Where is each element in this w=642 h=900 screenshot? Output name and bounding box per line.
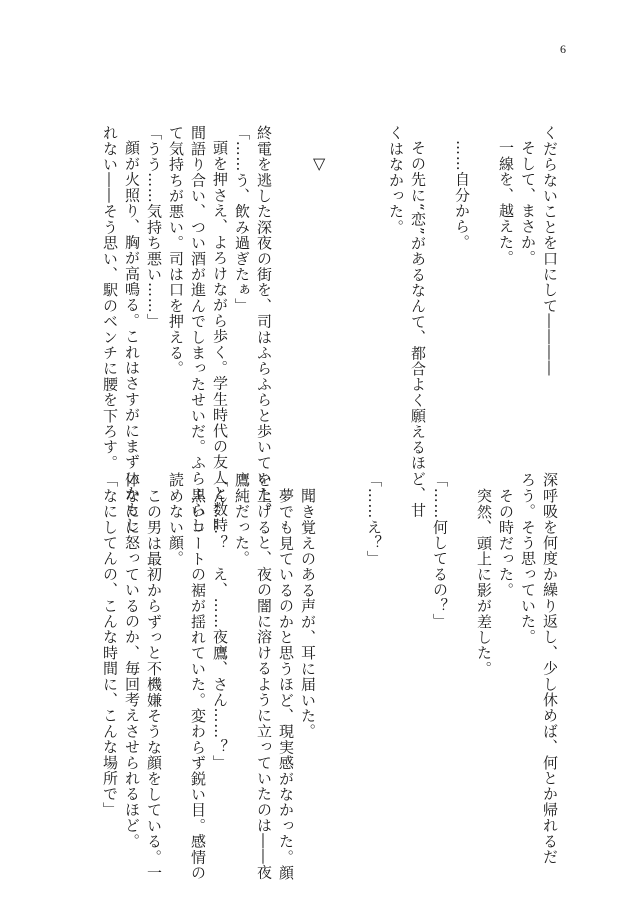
text-line: 顔が火照り、胸が高鳴る。これはさすがにまずいかもし (123, 140, 141, 533)
text-line: ろう。そう思っていた。 (519, 472, 537, 645)
text-line: 突然、頭上に影が差した。 (475, 488, 493, 677)
text-line: 「うう……気持ち悪い……」 (145, 125, 163, 330)
text-line: 深呼吸を何度か繰り返し、少し休めば、何とか帰れるだ (541, 472, 559, 865)
text-line: 聞き覚えのある声が、耳に届いた。 (299, 488, 317, 740)
text-line: その時だった。 (497, 488, 515, 598)
text-line: その先に“恋”があるなんて、都合よく願えるほど、甘 (409, 140, 427, 518)
text-line: て気持ちが悪い。司は口を押える。 (167, 125, 185, 377)
text-line: この男は最初からずっと不機嫌そうな顔をしている。一 (145, 488, 163, 881)
text-line: 終電を逃した深夜の街を、司はふらふらと歩いていた。 (255, 125, 273, 518)
text-line: 「……え？」 (365, 472, 383, 567)
text-line: を上げると、夜の闇に溶けるように立っていたのは――夜 (255, 472, 273, 881)
text-line: 読めない顔。 (167, 472, 185, 567)
text-line: 頭を押さえ、よろけながら歩く。学生時代の友人と数時 (211, 140, 229, 533)
text-line: 間語り合い、つい酒が進んでしまったせいだ。ふらふらし (189, 125, 207, 534)
text-line: くはなかった。 (387, 125, 405, 235)
text-line: ……自分から。 (453, 140, 471, 250)
text-line: 鷹純だった。 (233, 472, 251, 567)
text-line: 黒いコートの裾が揺れていた。変わらず鋭い目。感情の (189, 488, 207, 881)
text-line: 一線を、越えた。 (497, 140, 515, 266)
text-line: 「……何してるの？」 (431, 472, 449, 629)
text-line: 「なにしてんの、こんな時間に、こんな場所で」 (101, 472, 119, 818)
scene-break-triangle: ▽ (313, 154, 326, 173)
text-line: 夢でも見ているのかと思うほど、現実感がなかった。顔 (277, 488, 295, 881)
text-line: 「ん……？ え、……夜鷹、さん……？」 (211, 472, 229, 771)
text-line: そして、まさか。 (519, 140, 537, 266)
text-line: 「……う、飲み過ぎたぁ」 (233, 125, 251, 314)
text-line: くだらないことを口にして―――― (541, 125, 559, 377)
page-number: 6 (560, 42, 566, 56)
text-line: 体なにに怒っているのか、毎回考えさせられるほど。 (123, 472, 141, 849)
text-line: れない――そう思い、駅のベンチに腰を下ろす。 (101, 125, 119, 471)
